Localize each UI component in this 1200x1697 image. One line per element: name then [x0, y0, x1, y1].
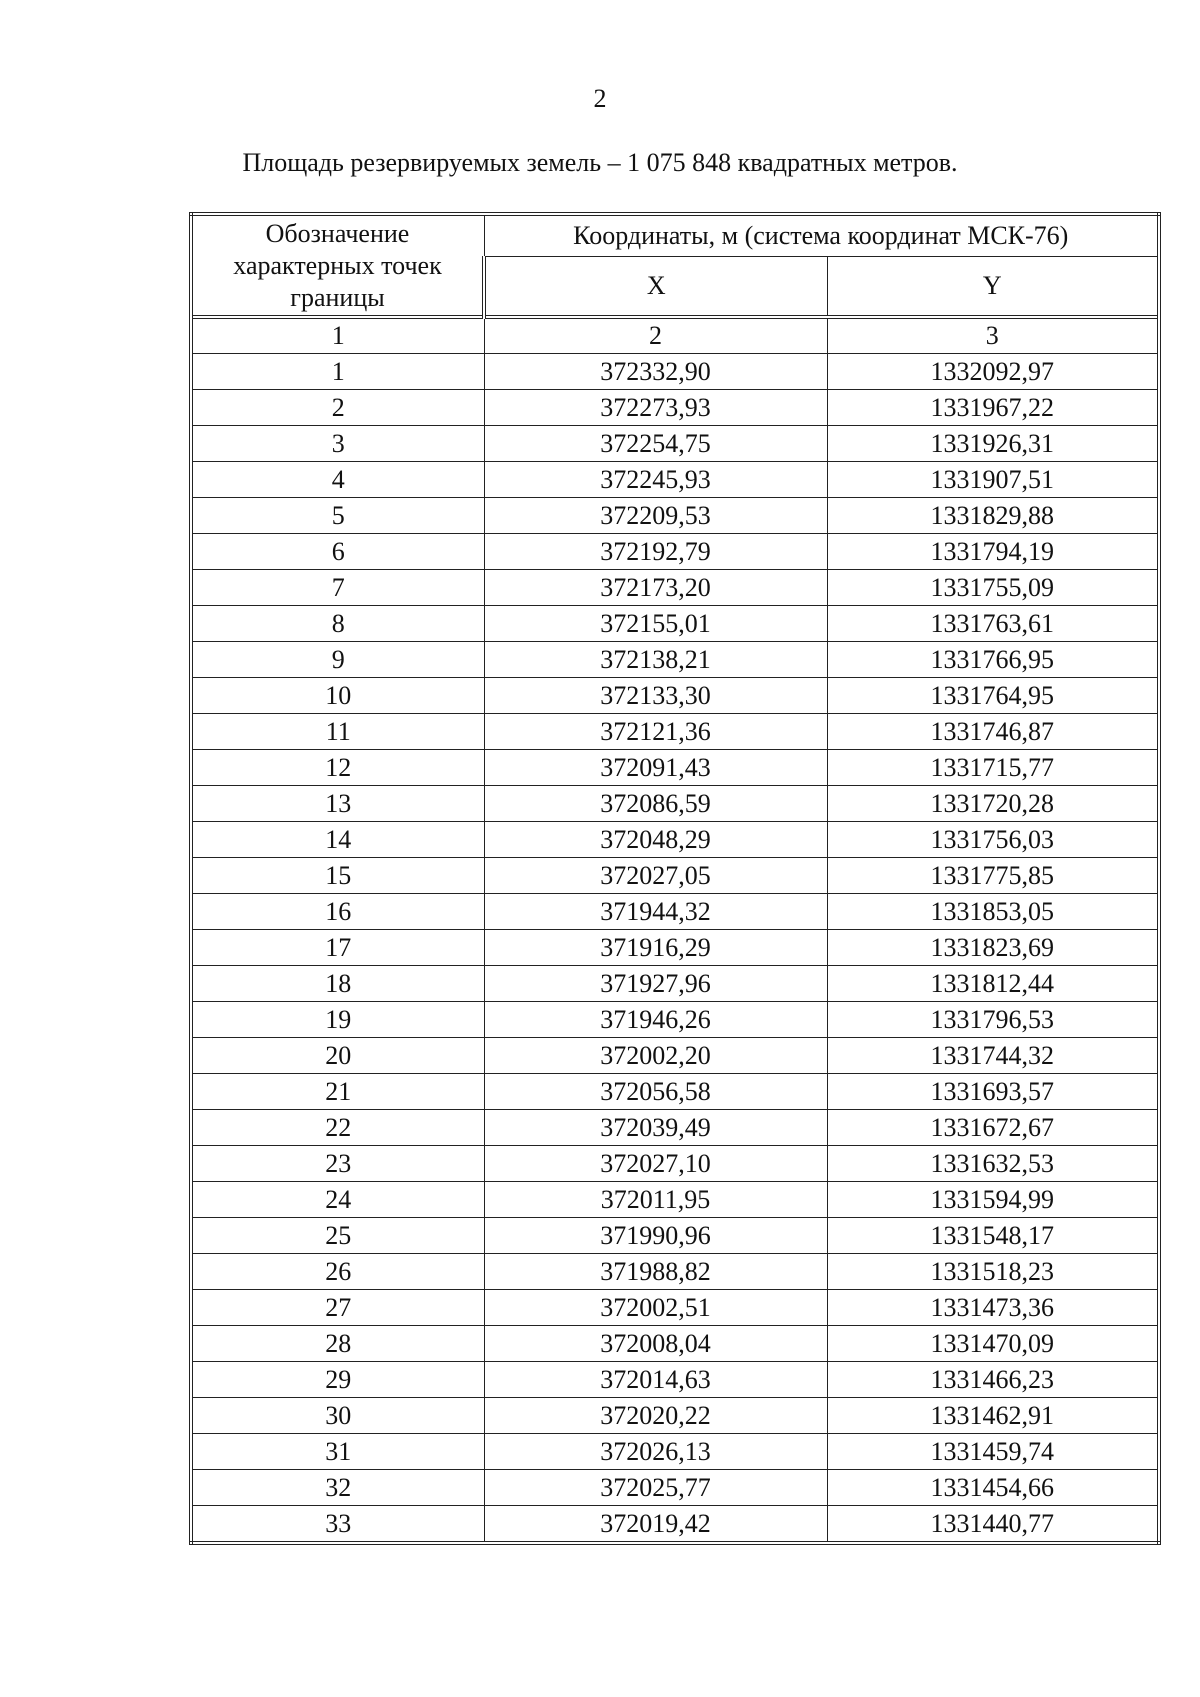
- header-x: X: [484, 257, 827, 318]
- point-number-cell: 8: [191, 606, 484, 642]
- table-body: [191, 317, 1159, 1543]
- table-row: [191, 1434, 1159, 1470]
- point-number-cell: 9: [191, 642, 484, 678]
- point-number-cell: 26: [191, 1254, 484, 1290]
- table-row: [191, 858, 1159, 894]
- table-row: [191, 966, 1159, 1002]
- point-number-cell: 20: [191, 1038, 484, 1074]
- table-row: [191, 1074, 1159, 1110]
- table-row: [191, 750, 1159, 786]
- x-coordinate-cell: 371988,82: [484, 1254, 827, 1290]
- table-row: [191, 1506, 1159, 1544]
- x-coordinate-cell: 372027,05: [484, 858, 827, 894]
- y-coordinate-cell: 1331823,69: [827, 930, 1159, 966]
- x-coordinate-cell: 371946,26: [484, 1002, 827, 1038]
- page-number: 2: [593, 84, 607, 113]
- y-coordinate-cell: 1331462,91: [827, 1398, 1159, 1434]
- point-number-cell: 3: [191, 426, 484, 462]
- column-number-2: 2: [484, 317, 827, 354]
- y-coordinate-cell: 1331744,32: [827, 1038, 1159, 1074]
- table-row: [191, 426, 1159, 462]
- x-coordinate-cell: 372192,79: [484, 534, 827, 570]
- x-coordinate-cell: 372138,21: [484, 642, 827, 678]
- column-number-1: 1: [191, 317, 484, 354]
- x-coordinate-cell: 372002,51: [484, 1290, 827, 1326]
- x-coordinate-cell: 372026,13: [484, 1434, 827, 1470]
- table-row: [191, 534, 1159, 570]
- point-number-cell: 22: [191, 1110, 484, 1146]
- table-row: [191, 606, 1159, 642]
- table-row: [191, 1254, 1159, 1290]
- y-coordinate-cell: 1331794,19: [827, 534, 1159, 570]
- table-row: [191, 894, 1159, 930]
- y-coordinate-cell: 1331440,77: [827, 1506, 1159, 1544]
- x-coordinate-cell: 372121,36: [484, 714, 827, 750]
- table-row: [191, 462, 1159, 498]
- header-y: Y: [827, 257, 1159, 318]
- point-number-cell: 24: [191, 1182, 484, 1218]
- y-coordinate-cell: 1331548,17: [827, 1218, 1159, 1254]
- header-coordinates: Координаты, м (система координат МСК-76): [484, 214, 1159, 257]
- table-row: [191, 1038, 1159, 1074]
- x-coordinate-cell: 372019,42: [484, 1506, 827, 1544]
- x-coordinate-cell: 372039,49: [484, 1110, 827, 1146]
- y-coordinate-cell: 1331829,88: [827, 498, 1159, 534]
- table-row: [191, 678, 1159, 714]
- point-number-cell: 32: [191, 1470, 484, 1506]
- x-coordinate-cell: 372091,43: [484, 750, 827, 786]
- point-number-cell: 10: [191, 678, 484, 714]
- point-number-cell: 28: [191, 1326, 484, 1362]
- x-coordinate-cell: 372014,63: [484, 1362, 827, 1398]
- point-number-cell: 29: [191, 1362, 484, 1398]
- y-coordinate-cell: 1331518,23: [827, 1254, 1159, 1290]
- y-coordinate-cell: 1331720,28: [827, 786, 1159, 822]
- point-number-cell: 16: [191, 894, 484, 930]
- x-coordinate-cell: 372027,10: [484, 1146, 827, 1182]
- table-row: [191, 570, 1159, 606]
- table-row: [191, 1470, 1159, 1506]
- x-coordinate-cell: 371944,32: [484, 894, 827, 930]
- y-coordinate-cell: 1331632,53: [827, 1146, 1159, 1182]
- table-row: [191, 1362, 1159, 1398]
- table-row: [191, 822, 1159, 858]
- point-number-cell: 31: [191, 1434, 484, 1470]
- point-number-cell: 23: [191, 1146, 484, 1182]
- point-number-cell: 30: [191, 1398, 484, 1434]
- y-coordinate-cell: 1331470,09: [827, 1326, 1159, 1362]
- x-coordinate-cell: 372056,58: [484, 1074, 827, 1110]
- y-coordinate-cell: 1331926,31: [827, 426, 1159, 462]
- x-coordinate-cell: 372011,95: [484, 1182, 827, 1218]
- y-coordinate-cell: 1331454,66: [827, 1470, 1159, 1506]
- y-coordinate-cell: 1331764,95: [827, 678, 1159, 714]
- x-coordinate-cell: 372332,90: [484, 354, 827, 390]
- x-coordinate-cell: 372020,22: [484, 1398, 827, 1434]
- x-coordinate-cell: 372245,93: [484, 462, 827, 498]
- point-number-cell: 15: [191, 858, 484, 894]
- y-coordinate-cell: 1331672,67: [827, 1110, 1159, 1146]
- point-number-cell: 6: [191, 534, 484, 570]
- y-coordinate-cell: 1331715,77: [827, 750, 1159, 786]
- point-number-cell: 33: [191, 1506, 484, 1544]
- x-coordinate-cell: 372133,30: [484, 678, 827, 714]
- table-row: [191, 1218, 1159, 1254]
- y-coordinate-cell: 1332092,97: [827, 354, 1159, 390]
- x-coordinate-cell: 372002,20: [484, 1038, 827, 1074]
- y-coordinate-cell: 1331466,23: [827, 1362, 1159, 1398]
- table-header: [191, 214, 1159, 317]
- x-coordinate-cell: 372086,59: [484, 786, 827, 822]
- y-coordinate-cell: 1331763,61: [827, 606, 1159, 642]
- table-row: [191, 498, 1159, 534]
- point-number-cell: 7: [191, 570, 484, 606]
- header-designation: Обозначение характерных точек границы: [191, 214, 484, 317]
- y-coordinate-cell: 1331796,53: [827, 1002, 1159, 1038]
- point-number-cell: 1: [191, 354, 484, 390]
- x-coordinate-cell: 372008,04: [484, 1326, 827, 1362]
- coordinates-table: [189, 212, 1161, 1545]
- table-row: [191, 714, 1159, 750]
- point-number-cell: 27: [191, 1290, 484, 1326]
- point-number-cell: 18: [191, 966, 484, 1002]
- y-coordinate-cell: 1331755,09: [827, 570, 1159, 606]
- table-row: [191, 1290, 1159, 1326]
- point-number-cell: 12: [191, 750, 484, 786]
- x-coordinate-cell: 372209,53: [484, 498, 827, 534]
- y-coordinate-cell: 1331756,03: [827, 822, 1159, 858]
- x-coordinate-cell: 372273,93: [484, 390, 827, 426]
- point-number-cell: 25: [191, 1218, 484, 1254]
- table-row: [191, 1326, 1159, 1362]
- y-coordinate-cell: 1331594,99: [827, 1182, 1159, 1218]
- y-coordinate-cell: 1331853,05: [827, 894, 1159, 930]
- table-row: [191, 1146, 1159, 1182]
- point-number-cell: 11: [191, 714, 484, 750]
- x-coordinate-cell: 371916,29: [484, 930, 827, 966]
- x-coordinate-cell: 372173,20: [484, 570, 827, 606]
- point-number-cell: 21: [191, 1074, 484, 1110]
- y-coordinate-cell: 1331746,87: [827, 714, 1159, 750]
- y-coordinate-cell: 1331766,95: [827, 642, 1159, 678]
- table-row: [191, 1110, 1159, 1146]
- table-row: [191, 642, 1159, 678]
- x-coordinate-cell: 371927,96: [484, 966, 827, 1002]
- reserved-area-statement: Площадь резервируемых земель – 1 075 848 квадратных метров.: [242, 148, 958, 177]
- x-coordinate-cell: 372025,77: [484, 1470, 827, 1506]
- y-coordinate-cell: 1331775,85: [827, 858, 1159, 894]
- y-coordinate-cell: 1331473,36: [827, 1290, 1159, 1326]
- coordinates-table-container: [189, 212, 1157, 1545]
- y-coordinate-cell: 1331693,57: [827, 1074, 1159, 1110]
- y-coordinate-cell: 1331907,51: [827, 462, 1159, 498]
- x-coordinate-cell: 372048,29: [484, 822, 827, 858]
- table-row: [191, 930, 1159, 966]
- x-coordinate-cell: 371990,96: [484, 1218, 827, 1254]
- point-number-cell: 13: [191, 786, 484, 822]
- table-row: [191, 354, 1159, 390]
- y-coordinate-cell: 1331812,44: [827, 966, 1159, 1002]
- table-row: [191, 1182, 1159, 1218]
- y-coordinate-cell: 1331967,22: [827, 390, 1159, 426]
- table-row: [191, 1398, 1159, 1434]
- point-number-cell: 2: [191, 390, 484, 426]
- point-number-cell: 19: [191, 1002, 484, 1038]
- column-number-row: [191, 317, 1159, 354]
- table-row: [191, 1002, 1159, 1038]
- x-coordinate-cell: 372254,75: [484, 426, 827, 462]
- point-number-cell: 14: [191, 822, 484, 858]
- column-number-3: 3: [827, 317, 1159, 354]
- table-row: [191, 390, 1159, 426]
- point-number-cell: 5: [191, 498, 484, 534]
- y-coordinate-cell: 1331459,74: [827, 1434, 1159, 1470]
- x-coordinate-cell: 372155,01: [484, 606, 827, 642]
- table-row: [191, 786, 1159, 822]
- point-number-cell: 4: [191, 462, 484, 498]
- point-number-cell: 17: [191, 930, 484, 966]
